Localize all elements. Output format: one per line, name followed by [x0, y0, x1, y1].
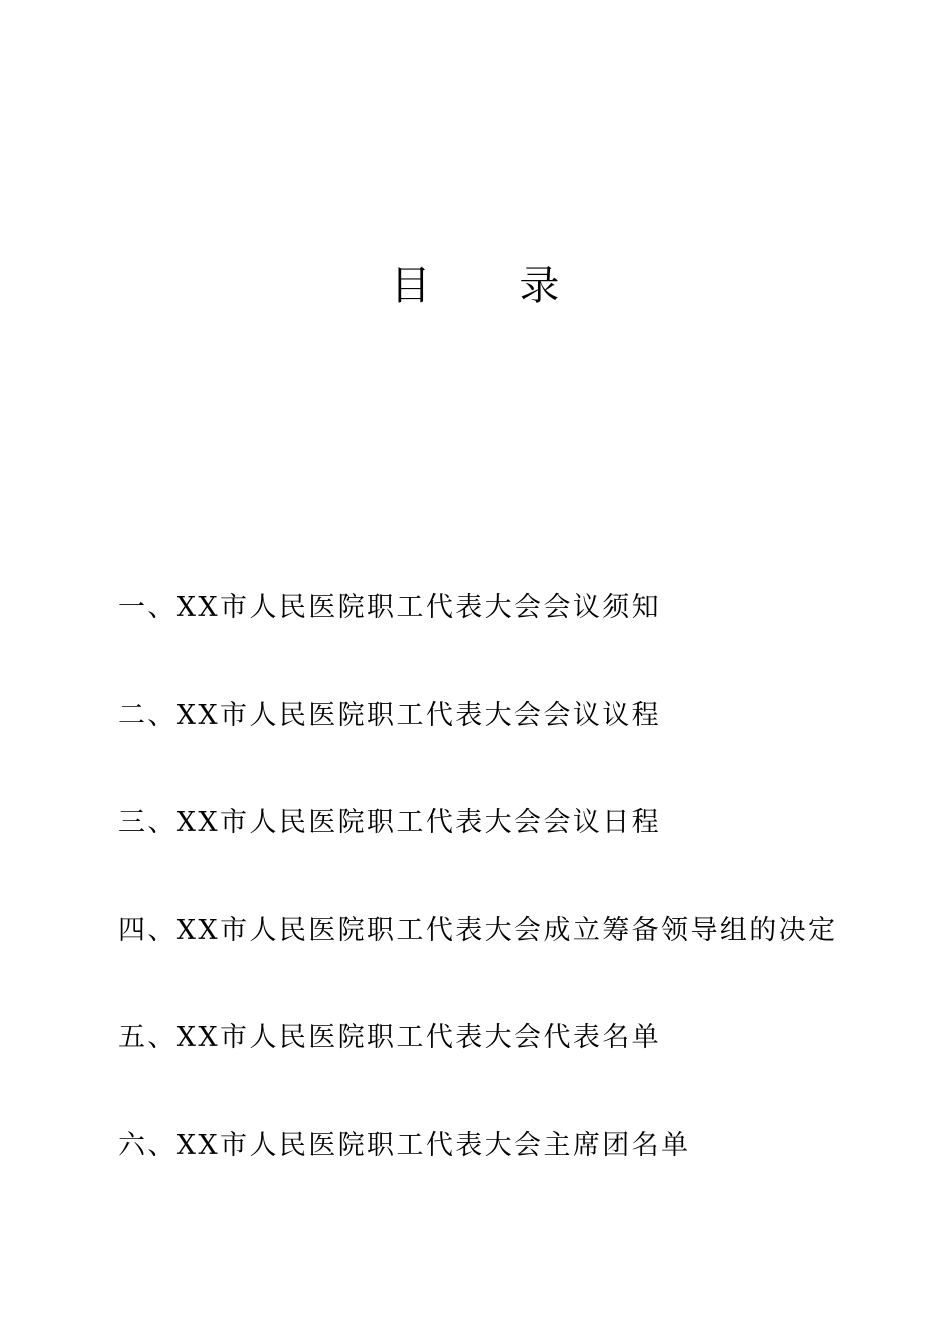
page-title: 目 录: [390, 263, 598, 309]
toc-item-3: 三、XX市人民医院职工代表大会会议日程: [118, 807, 662, 839]
toc-item-2: 二、XX市人民医院职工代表大会会议议程: [118, 699, 662, 731]
toc-item-4: 四、XX市人民医院职工代表大会成立筹备领导组的决定: [118, 914, 838, 946]
toc-item-1: 一、XX市人民医院职工代表大会会议须知: [118, 592, 662, 623]
table-of-contents: [118, 590, 878, 1236]
toc-item-5: 五、XX市人民医院职工代表大会代表名单: [118, 1022, 662, 1054]
toc-item-6: 六、XX市人民医院职工代表大会主席团名单: [118, 1129, 691, 1161]
